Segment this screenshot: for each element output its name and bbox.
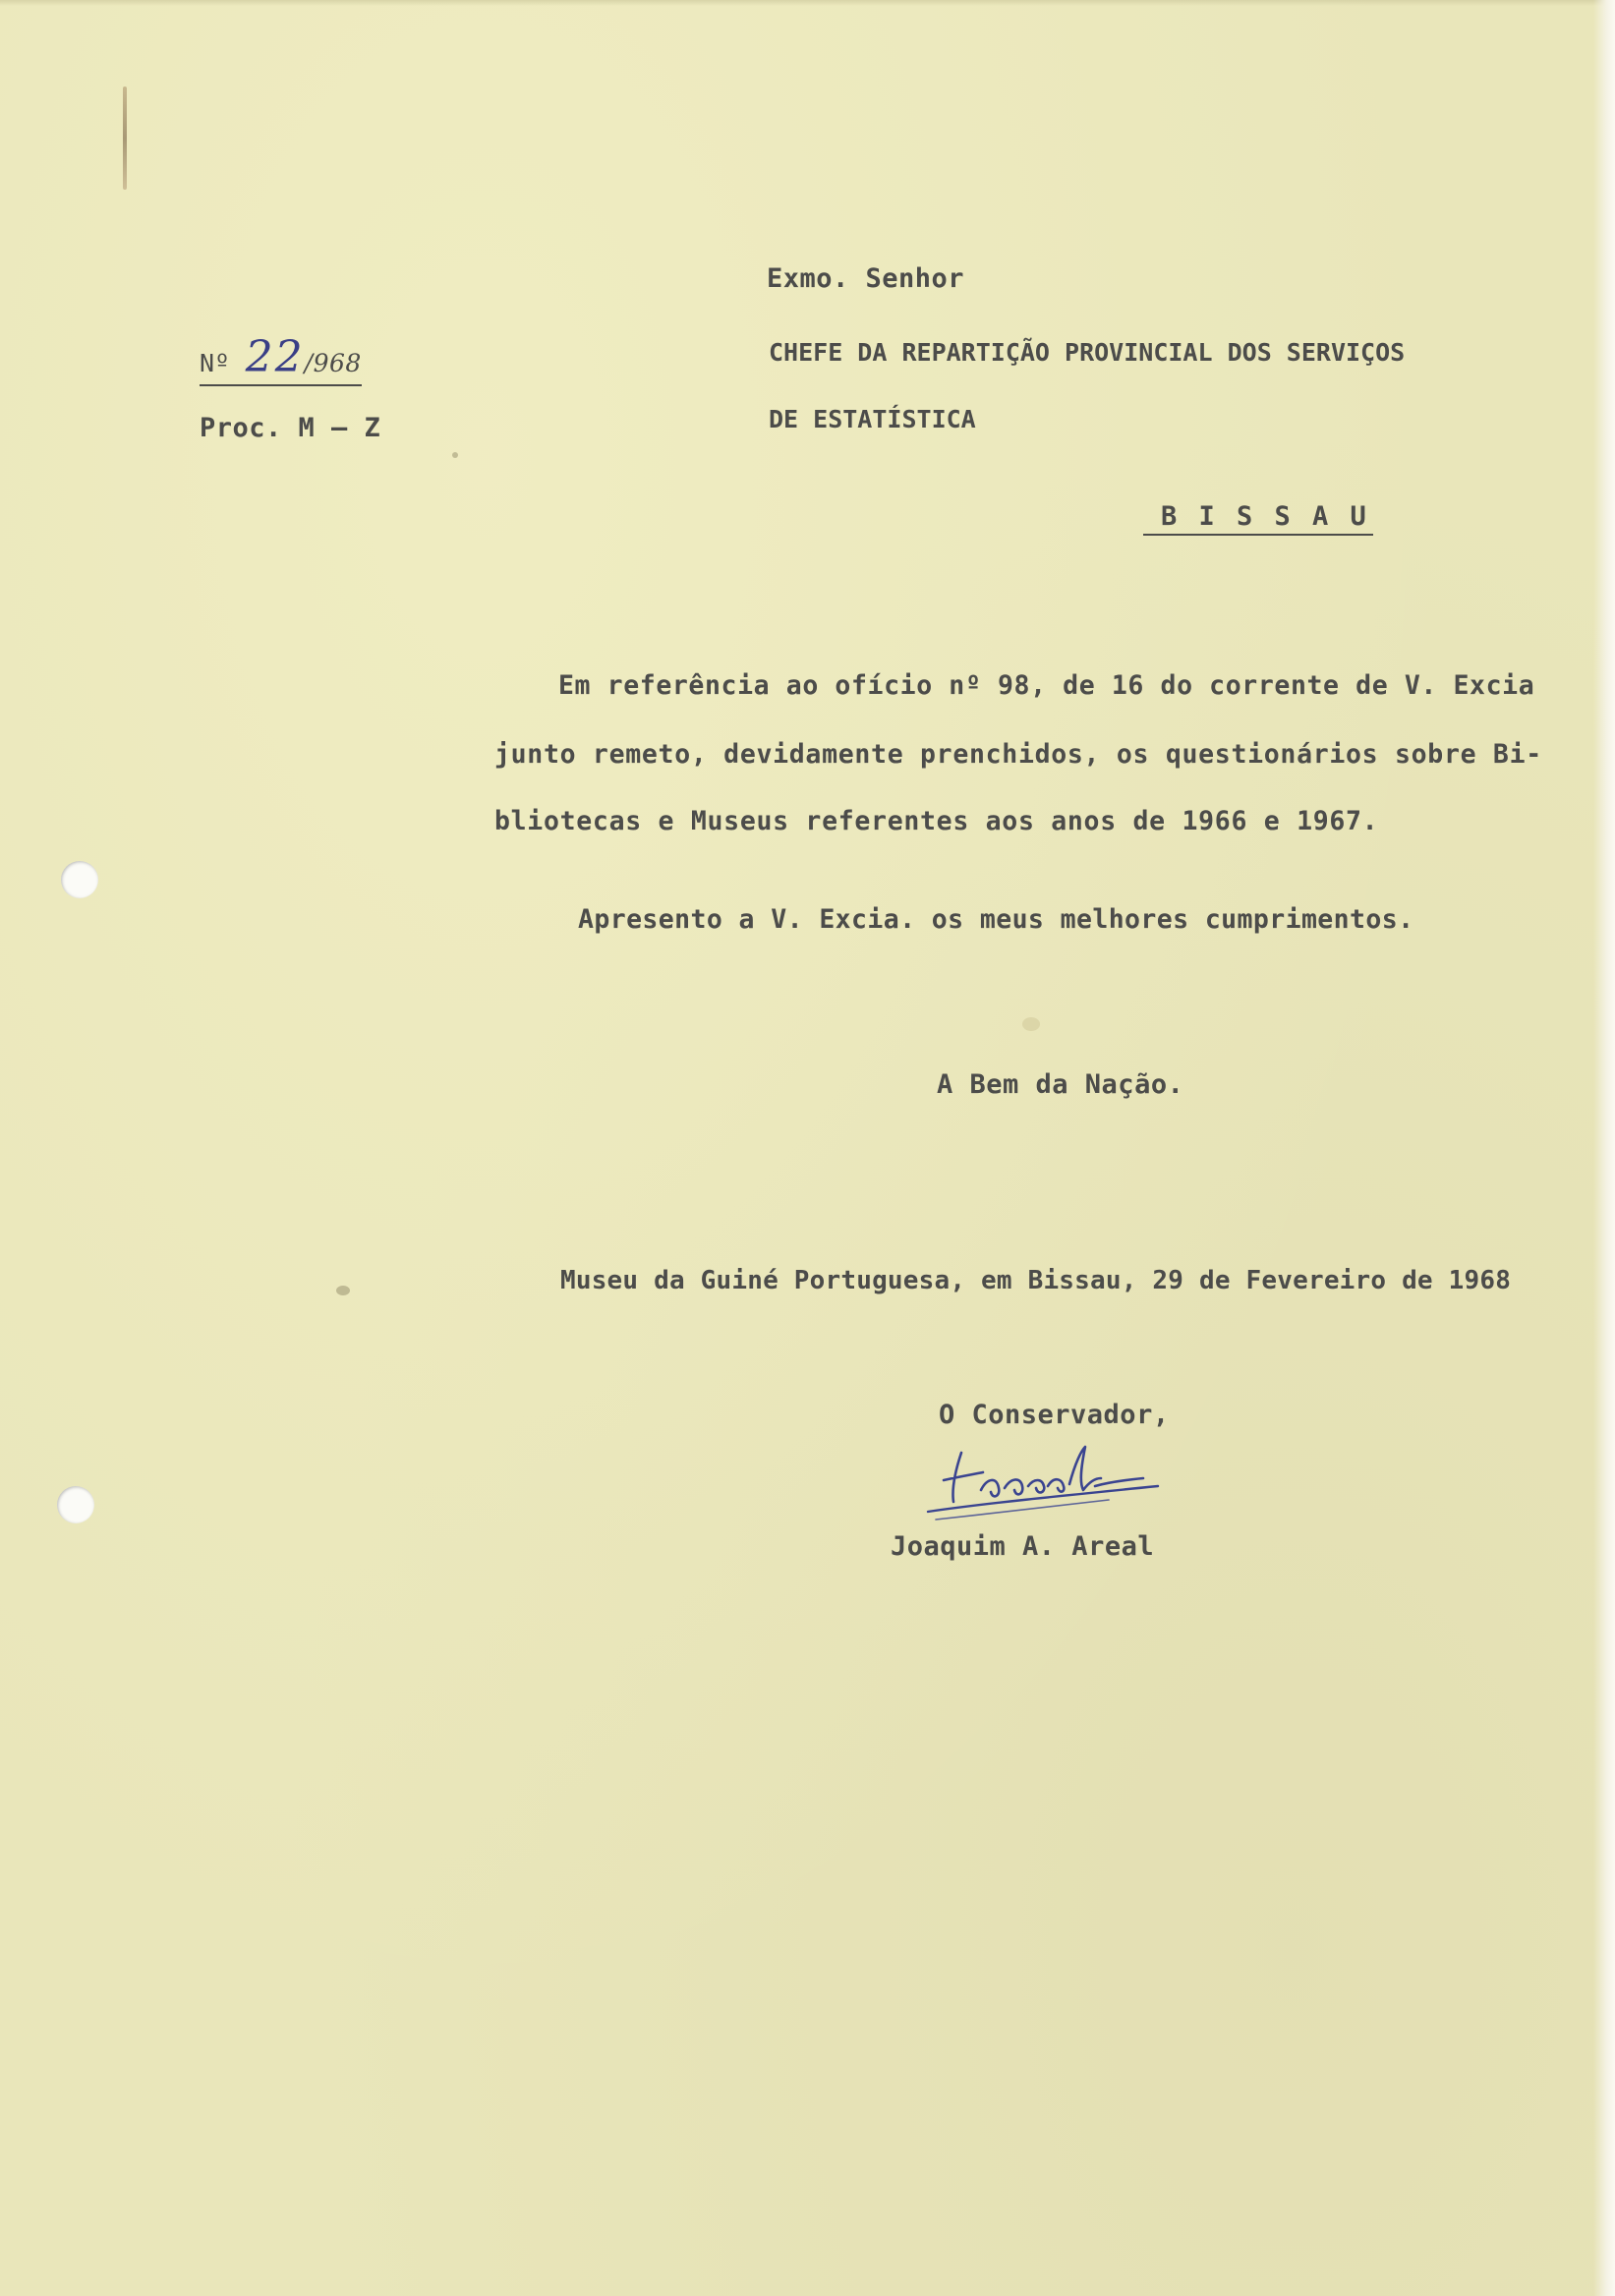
recipient-title-line2: DE ESTATÍSTICA (769, 405, 976, 433)
reference-number-prefix: Nº (200, 349, 231, 377)
body-line-4: Apresento a V. Excia. os meus melhores cumprimentos. (578, 904, 1414, 935)
body-line-1: Em referência ao ofício nº 98, de 16 do corrente de V. Excia (558, 670, 1535, 701)
reference-number-handwritten: 22 (245, 332, 305, 382)
closing-motto: A Bem da Nação. (937, 1069, 1184, 1100)
punch-hole-bottom (57, 1486, 94, 1523)
reference-number-year: /968 (304, 349, 362, 377)
process-reference: Proc. M – Z (200, 413, 381, 443)
body-line-2: junto remeto, devidamente prenchidos, os questionários sobre Bi- (494, 739, 1542, 770)
body-line-3: bliotecas e Museus referentes aos anos de 1966 e 1967. (494, 806, 1379, 836)
handwritten-signature (922, 1443, 1178, 1531)
salutation: Exmo. Senhor (767, 263, 965, 294)
signatory-name: Joaquim A. Areal (891, 1531, 1155, 1562)
place-and-date: Museu da Guiné Portuguesa, em Bissau, 29 de Fevereiro de 1968 (560, 1266, 1512, 1295)
signatory-role: O Conservador, (939, 1400, 1170, 1430)
recipient-title-line1: CHEFE DA REPARTIÇÃO PROVINCIAL DOS SERVIÇOS (769, 338, 1406, 367)
page-right-edge (1593, 0, 1615, 2296)
reference-number (200, 332, 362, 386)
paper-stain (452, 452, 458, 458)
staple-mark (123, 86, 127, 190)
paper-stain (1022, 1017, 1040, 1031)
paper-stain (336, 1286, 350, 1295)
recipient-city: B I S S A U (1143, 501, 1373, 536)
page-top-edge (0, 0, 1615, 6)
punch-hole-top (61, 861, 98, 898)
